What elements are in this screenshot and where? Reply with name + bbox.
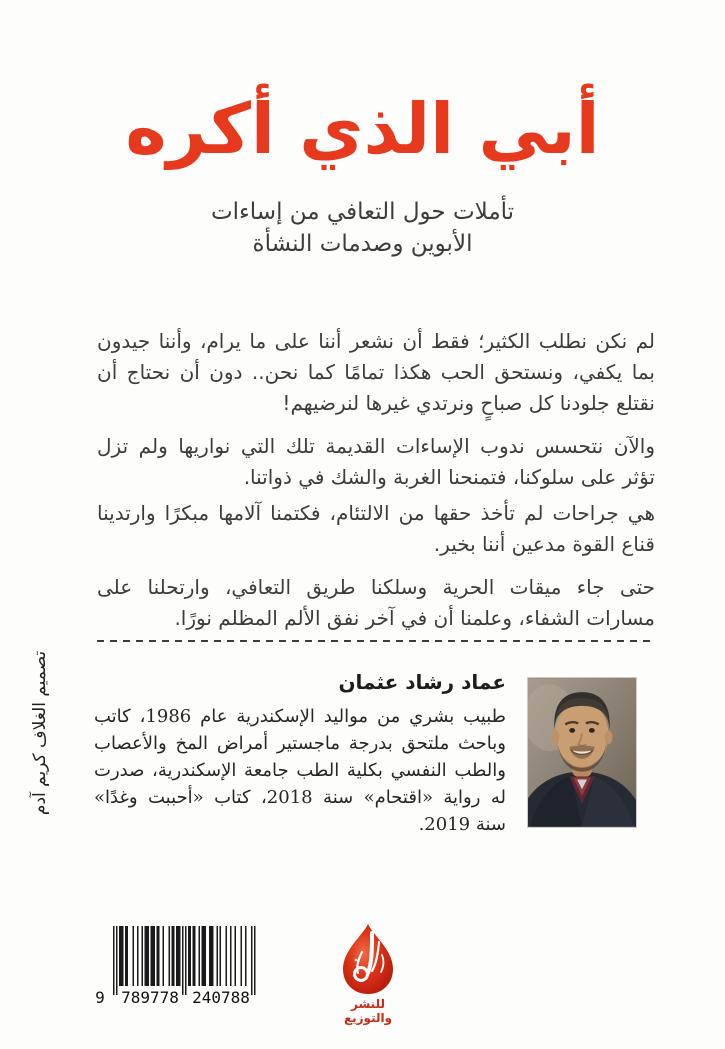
blurb-paragraph-2: والآن نتحسس ندوب الإساءات القديمة تلك التي نواريها ولم تزل تؤثر على سلوكنا، فتمنحنا الغربة والشك في ذواتنا.	[97, 434, 655, 489]
blurb-paragraph-3: هي جراحات لم تأخذ حقها من الالتئام، فكتمنا آلامها مبكرًا وارتدينا قناع القوة مدعين أننا بخير.	[97, 501, 655, 556]
publisher-logo-drop-icon	[338, 922, 398, 996]
author-bio-section	[94, 670, 506, 838]
book-subtitle	[0, 196, 725, 260]
back-cover-blurb	[97, 326, 655, 634]
author-photo-image	[528, 678, 636, 827]
cover-design-credit: تصميم الغلاف كريم آدم	[30, 650, 50, 816]
book-title: أبي الذي أكره	[125, 88, 600, 170]
isbn-barcode	[79, 926, 269, 996]
blurb-paragraph-1: لم نكن نطلب الكثير؛ فقط أن نشعر أننا على ما يرام، وأننا جيدون بما يكفي، ونستحق الحب هكذا تمامًا كما نحن.. دون أن نحتاج أن نقتلع جلودنا كل صباحٍ ونرتدي غيرها لنرضيهم!	[97, 329, 655, 415]
isbn-left-digit: 9	[95, 988, 105, 1007]
book-subtitle-line-1: تأملات حول التعافي من إساءات	[210, 199, 515, 225]
blurb-paragraph-4: حتى جاء ميقات الحرية وسلكنا طريق التعافي، وارتحلنا على مسارات الشفاء، وعلمنا أن في آخر نفق الألم المظلم نورًا.	[97, 575, 655, 630]
author-name: عماد رشاد عثمان	[338, 670, 506, 694]
isbn-group-1: 789778	[121, 988, 179, 1007]
dashed-separator	[97, 640, 655, 642]
book-subtitle-line-2: الأبوين وصدمات النشأة	[252, 231, 473, 257]
isbn-group-2: 240788	[192, 988, 250, 1007]
publisher-tagline: للنشر والتوزيع	[343, 997, 393, 1025]
author-photo	[527, 677, 637, 828]
author-bio-text: طبيب بشري من مواليد الإسكندرية عام 1986، كاتب وباحث ملتحق بدرجة ماجستير أمراض المخ والأعصاب والطب النفسي بكلية الطب جامعة الإسكندرية، صدرت له رواية «اقتحام» سنة 2018، كتاب «أحببت وغدًا» سنة 2019.	[94, 706, 506, 835]
